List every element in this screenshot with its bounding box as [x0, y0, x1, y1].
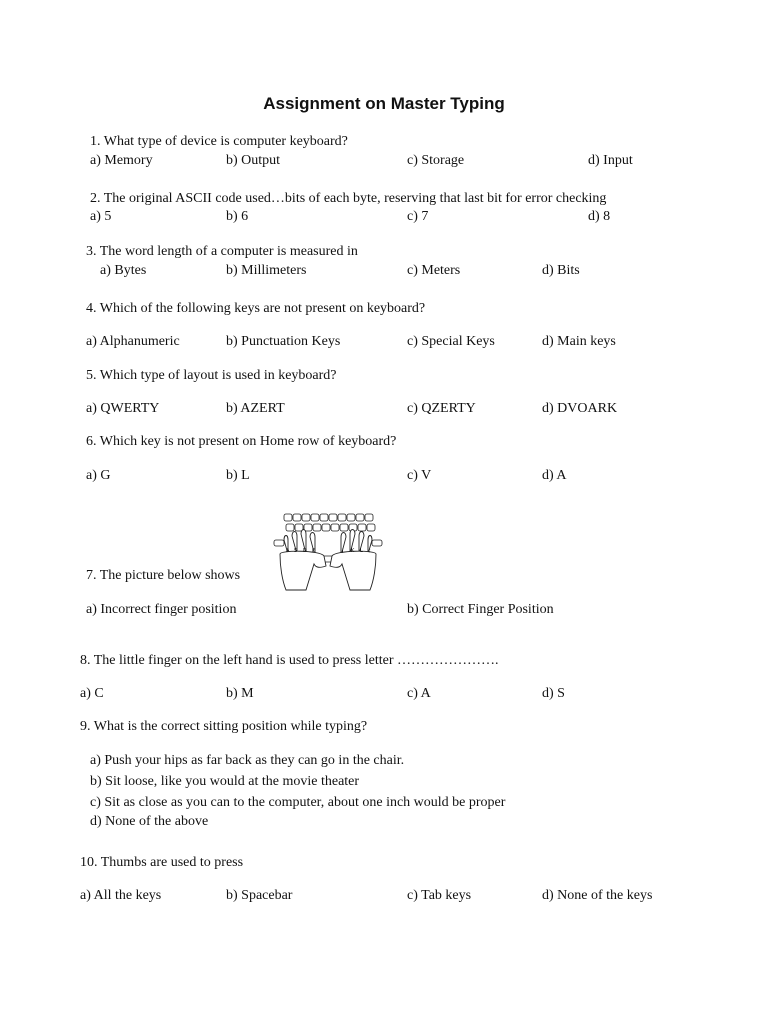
question-2: 2. The original ASCII code used…bits of each byte, reserving that last bit for error checking — [90, 191, 607, 206]
q10-option-b: b) Spacebar — [226, 888, 293, 903]
question-10: 10. Thumbs are used to press — [80, 855, 244, 870]
question-1: 1. What type of device is computer keyboard? — [90, 134, 348, 149]
q9-option-b: b) Sit loose, like you would at the movie theater — [90, 774, 360, 789]
svg-text:F: F — [312, 548, 315, 554]
question-8: 8. The little finger on the left hand is used to press letter …………………. — [80, 653, 499, 668]
q8-option-b: b) M — [226, 686, 254, 701]
q7-option-a: a) Incorrect finger position — [86, 602, 237, 617]
q4-option-b: b) Punctuation Keys — [226, 334, 341, 349]
q6-option-b: b) L — [226, 468, 250, 483]
q8-option-d: d) S — [542, 686, 565, 701]
q8-option-c: c) A — [407, 686, 431, 701]
q3-option-c: c) Meters — [407, 263, 461, 278]
q1-option-b: b) Output — [226, 153, 281, 168]
svg-text:S: S — [294, 548, 298, 554]
q7-option-b: b) Correct Finger Position — [407, 602, 554, 617]
q2-option-a: a) 5 — [90, 209, 112, 224]
q8-option-a: a) C — [80, 686, 104, 701]
svg-text:D: D — [303, 548, 307, 554]
svg-text:L: L — [360, 548, 363, 554]
q2-option-d: d) 8 — [588, 209, 611, 224]
q3-option-b: b) Millimeters — [226, 263, 307, 278]
q9-option-d: d) None of the above — [90, 814, 209, 829]
q3-option-d: d) Bits — [542, 263, 580, 278]
q4-option-c: c) Special Keys — [407, 334, 495, 349]
q5-option-c: c) QZERTY — [407, 401, 476, 416]
q6-option-d: d) A — [542, 468, 567, 483]
q10-option-c: c) Tab keys — [407, 888, 472, 903]
q9-option-a: a) Push your hips as far back as they can go in the chair. — [90, 753, 405, 768]
question-5: 5. Which type of layout is used in keyboard? — [86, 368, 337, 383]
page-title: Assignment on Master Typing — [263, 94, 505, 113]
q10-option-d: d) None of the keys — [542, 888, 653, 903]
q9-option-c: c) Sit as close as you can to the computer, about one inch would be proper — [90, 795, 506, 810]
svg-text:A: A — [286, 548, 290, 554]
q1-option-d: d) Input — [588, 153, 633, 168]
question-3: 3. The word length of a computer is measured in — [86, 244, 358, 259]
svg-text:;: ; — [369, 548, 371, 554]
q4-option-a: a) Alphanumeric — [86, 334, 180, 349]
question-9: 9. What is the correct sitting position while typing? — [80, 719, 368, 734]
question-7: 7. The picture below shows — [86, 568, 241, 583]
svg-text:K: K — [351, 548, 355, 554]
q4-option-d: d) Main keys — [542, 334, 616, 349]
question-6: 6. Which key is not present on Home row of keyboard? — [86, 434, 397, 449]
q10-option-a: a) All the keys — [80, 888, 162, 903]
q2-option-c: c) 7 — [407, 209, 429, 224]
svg-text:J: J — [342, 548, 344, 554]
keyboard-hands-icon — [270, 510, 386, 594]
q5-option-a: a) QWERTY — [86, 401, 160, 416]
q1-option-c: c) Storage — [407, 153, 465, 168]
q6-option-c: c) V — [407, 468, 432, 483]
q5-option-d: d) DVOARK — [542, 401, 618, 416]
q2-option-b: b) 6 — [226, 209, 249, 224]
question-4: 4. Which of the following keys are not present on keyboard? — [86, 301, 426, 316]
q3-option-a: a) Bytes — [100, 263, 147, 278]
q1-option-a: a) Memory — [90, 153, 153, 168]
q6-option-a: a) G — [86, 468, 111, 483]
q5-option-b: b) AZERT — [226, 401, 285, 416]
